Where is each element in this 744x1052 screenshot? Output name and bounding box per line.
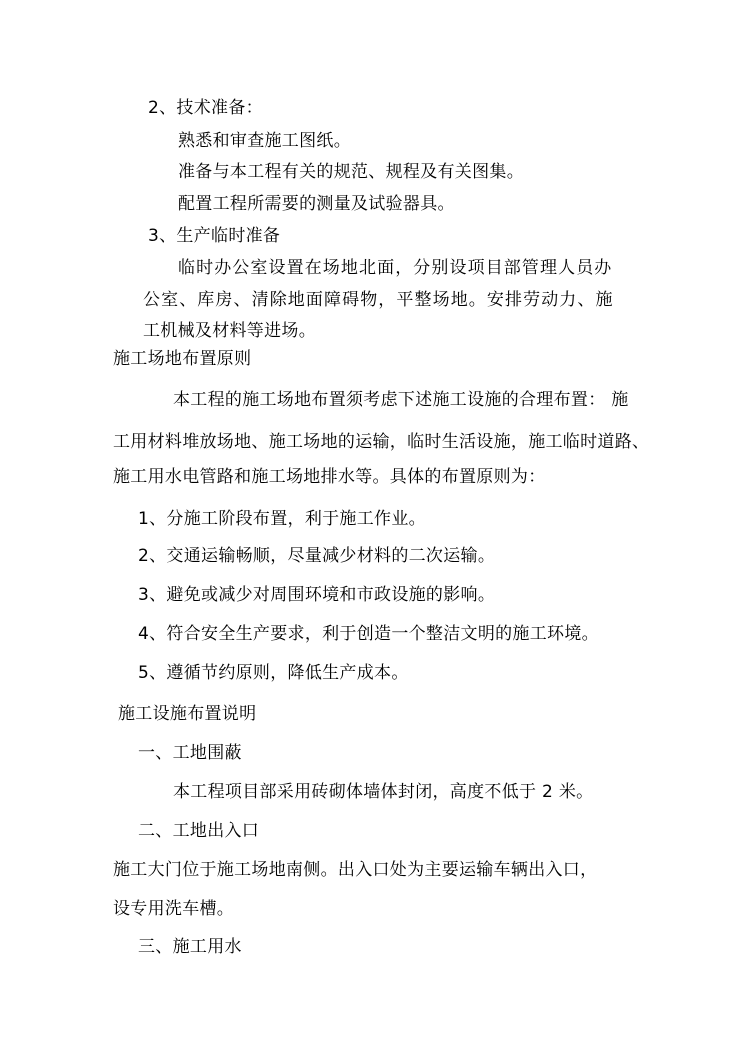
section-water-title: 三、施工用水 [138, 937, 242, 957]
temp-prep-line-1: 临时办公室设置在场地北面，分别设项目部管理人员办 [178, 258, 613, 278]
section-entrance-title: 二、工地出入口 [138, 821, 260, 841]
layout-principles-heading: 施工场地布置原则 [113, 349, 252, 369]
tech-prep-item-1: 熟悉和审查施工图纸。 [178, 131, 351, 151]
layout-principle-2: 2、交通运输畅顺，尽量减少材料的二次运输。 [138, 546, 496, 566]
tech-prep-item-3: 配置工程所需要的测量及试验器具。 [178, 194, 455, 214]
layout-principle-5: 5、遵循节约原则，降低生产成本。 [138, 663, 409, 683]
section-enclosure-title: 一、工地围蔽 [138, 743, 242, 763]
layout-intro-line-3: 施工用水电管路和施工场地排水等。具体的布置原则为： [113, 467, 546, 487]
layout-principle-1: 1、分施工阶段布置，利于施工作业。 [138, 509, 426, 529]
layout-principle-3: 3、避免或减少对周围环境和市政设施的影响。 [138, 585, 496, 605]
facility-notes-heading: 施工设施布置说明 [118, 704, 257, 724]
layout-principle-4: 4、符合安全生产要求，利于创造一个整洁文明的施工环境。 [138, 624, 599, 644]
section-entrance-text-2: 设专用洗车槽。 [113, 899, 235, 919]
temp-prep-heading: 3、生产临时准备 [148, 226, 281, 246]
tech-prep-heading: 2、技术准备： [148, 98, 263, 118]
layout-intro-line-2: 工用材料堆放场地、施工场地的运输，临时生活设施，施工临时道路、 [113, 432, 650, 452]
temp-prep-line-2: 公室、库房、清除地面障碍物，平整场地。安排劳动力、施 [143, 290, 614, 310]
tech-prep-item-2: 准备与本工程有关的规范、规程及有关图集。 [178, 162, 524, 182]
section-enclosure-text: 本工程项目部采用砖砌体墙体封闭，高度不低于 2 米。 [173, 782, 594, 802]
temp-prep-line-3: 工机械及材料等进场。 [143, 321, 316, 341]
layout-intro-line-1: 本工程的施工场地布置须考虑下述施工设施的合理布置： 施 [173, 390, 629, 410]
section-entrance-text-1: 施工大门位于施工场地南侧。出入口处为主要运输车辆出入口， [113, 860, 598, 880]
